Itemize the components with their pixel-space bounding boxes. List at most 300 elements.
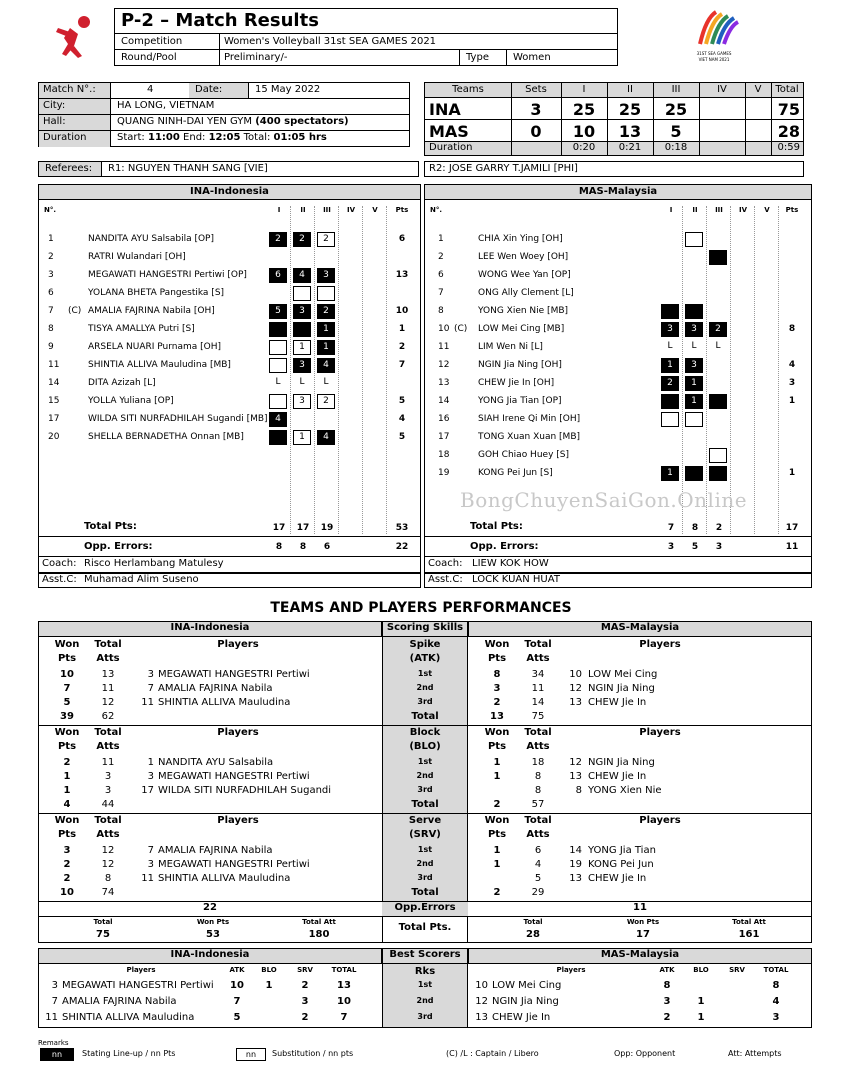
remark-substitution: Substitution / nn pts [272, 1049, 354, 1058]
asst-name: Muhamad Alim Suseno [84, 574, 199, 585]
perf-player-name: NANDITA AYU Salsabila [158, 757, 274, 768]
score-header: Teams [452, 84, 484, 95]
city-value: HA LONG, VIETNAM [117, 100, 215, 111]
score-sets: 3 [530, 100, 542, 119]
best-player-name: CHEW Jie In [492, 1012, 551, 1023]
perf-col-pts: Pts [57, 829, 77, 840]
perf-col-players: Players [217, 639, 259, 650]
set-box: 3 [293, 358, 311, 373]
perf-won: 1 [493, 859, 501, 870]
perf-tot-header: Total [93, 918, 113, 926]
set-box [709, 448, 727, 463]
player-row [424, 304, 812, 320]
competition-label: Competition [114, 33, 220, 50]
type-value: Women [506, 49, 618, 66]
player-name: NANDITA AYU Salsabila [OP] [88, 234, 214, 244]
perf-skill-code: (SRV) [409, 829, 441, 840]
set-box: 1 [293, 340, 311, 355]
total-set: 8 [691, 523, 699, 533]
score-team: MAS [429, 122, 469, 141]
perf-tot-header: Total [523, 918, 543, 926]
best-stat: 7 [233, 996, 241, 1007]
perf-col-atts: Atts [96, 829, 120, 840]
perf-left-tot: 180 [308, 929, 330, 940]
score-header: V [754, 84, 762, 95]
date-label: Date: [195, 84, 223, 95]
perf-rank: 3rd [417, 697, 433, 706]
perf-tot-header: Won Pts [626, 918, 660, 926]
player-row [38, 412, 421, 428]
total-set: 17 [272, 523, 286, 533]
perf-col-total: Total [94, 727, 122, 738]
team-lineup-right [424, 184, 812, 588]
coach-name: Risco Herlambang Matulesy [84, 558, 224, 569]
total-pts-label: Total Pts: [84, 521, 137, 532]
set-box [709, 466, 727, 481]
total-pts-label: Total Pts: [470, 521, 523, 532]
hall-value: QUANG NINH-DAI YEN GYM (400 spectators) [117, 116, 349, 127]
perf-right-opp: 11 [633, 902, 647, 913]
best-rank: 1st [417, 980, 433, 989]
player-row [424, 394, 812, 410]
player-number: 7 [48, 306, 54, 316]
perf-col-won: Won [54, 815, 80, 826]
perf-won: 3 [63, 845, 71, 856]
best-player-name: SHINTIA ALLIVA Mauludina [62, 1012, 195, 1023]
set-box [661, 304, 679, 319]
perf-won: 1 [63, 771, 71, 782]
logo-caption: 31ST SEA GAMES VIET NAM 2021 [696, 51, 732, 62]
opp-pts: 11 [785, 542, 799, 552]
set-box: 3 [685, 358, 703, 373]
player-row [424, 376, 812, 392]
best-mid-header: Best Scorers [382, 948, 468, 964]
score-total: 75 [777, 100, 800, 119]
perf-player-no: 7 [147, 683, 154, 694]
score-header: III [671, 84, 681, 95]
set-box: L [275, 377, 281, 387]
score-team: INA [429, 100, 461, 119]
perf-atts: 3 [104, 771, 112, 782]
perf-rank: 2nd [416, 859, 434, 868]
perf-col-players: Players [217, 815, 259, 826]
set-box: L [691, 341, 697, 351]
perf-player-name: MEGAWATI HANGESTRI Pertiwi [158, 669, 310, 680]
perf-left-opp: 22 [203, 902, 217, 913]
perf-right-tot: 17 [636, 929, 650, 940]
perf-opp-label: Opp.Errors [382, 902, 468, 916]
set-box [661, 394, 679, 409]
opp-set: 5 [691, 542, 699, 552]
score-set-value: 5 [670, 122, 682, 141]
duration-label: Duration [43, 132, 87, 143]
player-name: WONG Wee Yan [OP] [478, 270, 571, 280]
coach-name: LIEW KOK HOW [472, 558, 549, 569]
set-box: 1 [317, 322, 335, 337]
perf-atts: 34 [531, 669, 545, 680]
player-number: 14 [48, 378, 60, 388]
perf-col-players: Players [639, 639, 681, 650]
round-value: Preliminary/- [219, 49, 460, 66]
set-box: 2 [317, 394, 335, 409]
player-row [424, 430, 812, 446]
perf-won: 2 [63, 873, 71, 884]
perf-player-no: 14 [569, 845, 582, 856]
perf-player-name: LOW Mei Cing [588, 669, 658, 680]
perf-won: 2 [63, 757, 71, 768]
perf-player-no: 13 [569, 873, 582, 884]
best-stat: 2 [301, 1012, 309, 1023]
col-set: II [300, 206, 306, 214]
perf-won: 8 [493, 669, 501, 680]
set-box [269, 430, 287, 445]
perf-skill-code: (ATK) [409, 653, 441, 664]
type-label: Type [459, 49, 507, 66]
perf-rank: 3rd [417, 873, 433, 882]
perf-right-total-atts: 75 [531, 711, 545, 722]
opp-pts: 22 [395, 542, 409, 552]
match-no: 4 [147, 84, 154, 95]
round-label: Round/Pool [114, 49, 220, 66]
perf-right-team: MAS-Malaysia [468, 621, 812, 637]
remarks-label: Remarks [38, 1039, 69, 1047]
best-header: SRV [297, 966, 313, 974]
opp-set: 6 [323, 542, 331, 552]
perf-player-name: CHEW Jie In [588, 697, 647, 708]
perf-player-no: 11 [141, 697, 154, 708]
best-player-no: 12 [475, 996, 488, 1007]
perf-player-name: YONG Jia Tian [588, 845, 656, 856]
perf-atts: 4 [534, 859, 542, 870]
grid-line [425, 97, 803, 98]
best-header: TOTAL [331, 966, 357, 974]
player-pts: 10 [395, 306, 409, 316]
player-name: LIM Wen Ni [L] [478, 342, 543, 352]
player-pts: 4 [398, 414, 406, 424]
perf-won: 1 [493, 757, 501, 768]
best-player-name: LOW Mei Cing [492, 980, 562, 991]
set-box: 3 [685, 322, 703, 337]
player-number: 8 [48, 324, 54, 334]
score-set-value: 13 [618, 122, 642, 141]
perf-col-pts: Pts [487, 829, 507, 840]
perf-atts: 14 [531, 697, 545, 708]
player-row [424, 466, 812, 482]
best-stat: 5 [233, 1012, 241, 1023]
best-header: SRV [729, 966, 745, 974]
set-box: 3 [293, 304, 311, 319]
perf-right-total-won: 13 [490, 711, 504, 722]
opp-set: 3 [667, 542, 675, 552]
best-header: TOTAL [763, 966, 789, 974]
player-row [38, 268, 421, 284]
best-stat: 1 [697, 996, 705, 1007]
perf-player-name: CHEW Jie In [588, 873, 647, 884]
set-box: 4 [317, 358, 335, 373]
perf-won: 10 [60, 669, 74, 680]
best-scorers-table [38, 948, 812, 1028]
perf-skill: Spike [409, 639, 441, 650]
player-name: YOLLA Yuliana [OP] [88, 396, 174, 406]
best-rks: Rks [414, 966, 436, 977]
best-stat: 2 [301, 980, 309, 991]
volleyball-logo-icon [48, 12, 98, 62]
player-row [424, 358, 812, 374]
score-sets: 0 [530, 122, 542, 141]
player-number: 20 [48, 432, 60, 442]
perf-atts: 13 [101, 669, 115, 680]
col-set: III [715, 206, 723, 214]
player-name: SHELLA BERNADETHA Onnan [MB] [88, 432, 244, 442]
score-set-value: 25 [618, 100, 642, 119]
player-row [38, 232, 421, 248]
perf-player-no: 8 [575, 785, 582, 796]
set-box: 1 [661, 358, 679, 373]
perf-player-name: NGIN Jia Ning [588, 683, 655, 694]
hall-label: Hall: [43, 116, 66, 127]
best-header: ATK [659, 966, 675, 974]
set-box: 4 [269, 412, 287, 427]
perf-left-team: INA-Indonesia [38, 621, 382, 637]
best-player-name: AMALIA FAJRINA Nabila [62, 996, 177, 1007]
perf-tot-header: Won Pts [196, 918, 230, 926]
perf-player-name: NGIN Jia Ning [588, 757, 655, 768]
perf-player-no: 12 [569, 757, 582, 768]
score-duration-label: Duration [429, 142, 473, 153]
perf-rank: 2nd [416, 771, 434, 780]
set-box: L [299, 377, 305, 387]
perf-col-atts: Atts [96, 653, 120, 664]
perf-rank: 2nd [416, 683, 434, 692]
best-header: BLO [693, 966, 709, 974]
best-stat: 10 [337, 996, 351, 1007]
set-box [269, 394, 287, 409]
col-no: N°. [44, 206, 57, 214]
perf-left-tot: 53 [206, 929, 220, 940]
match-info [38, 82, 410, 147]
perf-rank: 3rd [417, 785, 433, 794]
perf-player-name: AMALIA FAJRINA Nabila [158, 683, 273, 694]
player-name: YOLANA BHETA Pangestika [S] [88, 288, 225, 298]
perf-col-total: Total [524, 727, 552, 738]
player-number: 10 [438, 324, 450, 334]
score-total: 28 [777, 122, 800, 141]
set-box: 1 [661, 466, 679, 481]
col-no: N°. [430, 206, 443, 214]
perf-col-total: Total [524, 639, 552, 650]
best-player-name: NGIN Jia Ning [492, 996, 559, 1007]
player-number: 15 [48, 396, 60, 406]
score-set-value: 25 [664, 100, 688, 119]
perf-col-pts: Pts [487, 741, 507, 752]
perf-player-no: 7 [147, 845, 154, 856]
set-box: 2 [293, 232, 311, 247]
perf-col-won: Won [484, 815, 510, 826]
perf-won: 1 [493, 845, 501, 856]
player-pts: 1 [788, 468, 796, 478]
score-duration: 0:20 [572, 142, 596, 153]
player-row [38, 340, 421, 356]
player-pts: 8 [788, 324, 796, 334]
date-value: 15 May 2022 [255, 84, 321, 95]
col-set: V [372, 206, 378, 214]
player-name: ARSELA NUARI Purnama [OH] [88, 342, 222, 352]
player-pts: 4 [788, 360, 796, 370]
coach-label: Coach: [428, 558, 463, 569]
perf-divider [38, 813, 812, 814]
player-pts: 6 [398, 234, 406, 244]
asst-name: LOCK KUAN HUAT [472, 574, 560, 585]
player-row [424, 340, 812, 356]
set-box [293, 286, 311, 301]
duration-value: Start: 11:00 End: 12:05 Total: 01:05 hrs [117, 132, 327, 143]
set-box [317, 286, 335, 301]
perf-skill-code: (BLO) [409, 741, 441, 752]
total-set: 19 [320, 523, 334, 533]
score-duration: 0:18 [664, 142, 688, 153]
perf-col-won: Won [54, 639, 80, 650]
player-number: 14 [438, 396, 450, 406]
perf-total-label: Total [411, 711, 439, 722]
perf-player-no: 1 [147, 757, 154, 768]
opp-errors-label: Opp. Errors: [84, 541, 153, 552]
perf-atts: 5 [534, 873, 542, 884]
score-duration-total: 0:59 [777, 142, 800, 153]
perf-col-total: Total [524, 815, 552, 826]
best-player-no: 11 [45, 1012, 58, 1023]
player-pts: 3 [788, 378, 796, 388]
best-stat: 2 [663, 1012, 671, 1023]
perf-atts: 11 [101, 683, 115, 694]
score-set-value: 25 [572, 100, 596, 119]
perf-player-no: 10 [569, 669, 582, 680]
player-pts: 13 [395, 270, 409, 280]
set-box: 5 [269, 304, 287, 319]
player-row [424, 412, 812, 428]
set-box: 2 [317, 304, 335, 319]
page-title: P-2 – Match Results [121, 10, 319, 31]
score-header: IV [717, 84, 727, 95]
best-stat: 7 [340, 1012, 348, 1023]
set-box [709, 394, 727, 409]
player-number: 11 [438, 342, 450, 352]
set-box [293, 322, 311, 337]
player-row [424, 250, 812, 266]
best-header: Players [126, 966, 156, 974]
opp-set: 8 [299, 542, 307, 552]
perf-col-atts: Atts [526, 829, 550, 840]
set-box: L [667, 341, 673, 351]
player-name: RATRI Wulandari [OH] [88, 252, 186, 262]
score-header: I [582, 84, 586, 95]
player-name: LEE Wen Woey [OH] [478, 252, 569, 262]
set-box: 1 [685, 376, 703, 391]
perf-col-total: Total [94, 815, 122, 826]
divider [424, 536, 812, 537]
best-header: BLO [261, 966, 277, 974]
city-label: City: [43, 100, 66, 111]
perf-totals-label: Total Pts. [382, 916, 468, 942]
set-box: 2 [709, 322, 727, 337]
perf-player-no: 13 [569, 697, 582, 708]
perf-player-name: MEGAWATI HANGESTRI Pertiwi [158, 859, 310, 870]
opp-set: 8 [275, 542, 283, 552]
player-name: WILDA SITI NURFADHILAH Sugandi [MB] [88, 414, 268, 424]
best-rank: 3rd [417, 1012, 433, 1021]
player-name: SHINTIA ALLIVA Mauludina [MB] [88, 360, 231, 370]
perf-player-name: SHINTIA ALLIVA Mauludina [158, 697, 291, 708]
perf-atts: 11 [531, 683, 545, 694]
best-stat: 8 [663, 980, 671, 991]
set-box: 2 [317, 232, 335, 247]
perf-player-no: 11 [141, 873, 154, 884]
set-box: 1 [685, 394, 703, 409]
referee-r1: R1: NGUYEN THANH SANG [VIE] [101, 161, 419, 177]
best-player-no: 13 [475, 1012, 488, 1023]
col-set: III [323, 206, 331, 214]
set-box [709, 250, 727, 265]
player-number: 3 [48, 270, 54, 280]
perf-col-players: Players [639, 815, 681, 826]
perf-col-won: Won [484, 727, 510, 738]
best-stat: 3 [301, 996, 309, 1007]
score-set-value: 10 [572, 122, 596, 141]
perf-player-name: WILDA SITI NURFADHILAH Sugandi [158, 785, 332, 796]
player-number: 6 [48, 288, 54, 298]
player-name: YONG Xien Nie [MB] [478, 306, 569, 316]
remark-starting-swatch: nn [40, 1048, 74, 1061]
perf-player-name: MEGAWATI HANGESTRI Pertiwi [158, 771, 310, 782]
col-set: V [764, 206, 770, 214]
perf-won: 2 [493, 697, 501, 708]
player-pts: 5 [398, 432, 406, 442]
total-set: 7 [667, 523, 675, 533]
perf-col-atts: Atts [526, 741, 550, 752]
team-lineup-left [38, 184, 421, 588]
player-pts: 7 [398, 360, 406, 370]
player-number: 12 [438, 360, 450, 370]
set-box: 1 [293, 430, 311, 445]
player-name: KONG Pei Jun [S] [478, 468, 553, 478]
perf-col-won: Won [484, 639, 510, 650]
referee-r2: R2: JOSE GARRY T.JAMILI [PHI] [424, 161, 804, 177]
col-set: I [277, 206, 281, 214]
set-box [685, 412, 703, 427]
player-number: 17 [438, 432, 450, 442]
player-name: DITA Azizah [L] [88, 378, 156, 388]
remark-captain: (C) /L : Captain / Libero [446, 1049, 539, 1058]
set-box: L [323, 377, 329, 387]
perf-mid-header: Scoring Skills [382, 621, 468, 637]
score-header: II [627, 84, 633, 95]
player-row [424, 268, 812, 284]
perf-left-total-atts: 74 [101, 887, 115, 898]
opp-set: 3 [715, 542, 723, 552]
perf-player-name: SHINTIA ALLIVA Mauludina [158, 873, 291, 884]
grid-line [425, 119, 803, 120]
perf-player-name: YONG Xien Nie [588, 785, 662, 796]
watermark: BongChuyenSaiGon.Online [460, 488, 748, 512]
perf-atts: 8 [104, 873, 112, 884]
perf-left-total-atts: 62 [101, 711, 115, 722]
perf-col-atts: Atts [526, 653, 550, 664]
player-number: 7 [438, 288, 444, 298]
perf-total-label: Total [411, 887, 439, 898]
set-box [269, 358, 287, 373]
perf-player-no: 13 [569, 771, 582, 782]
perf-player-name: CHEW Jie In [588, 771, 647, 782]
player-number: 9 [48, 342, 54, 352]
